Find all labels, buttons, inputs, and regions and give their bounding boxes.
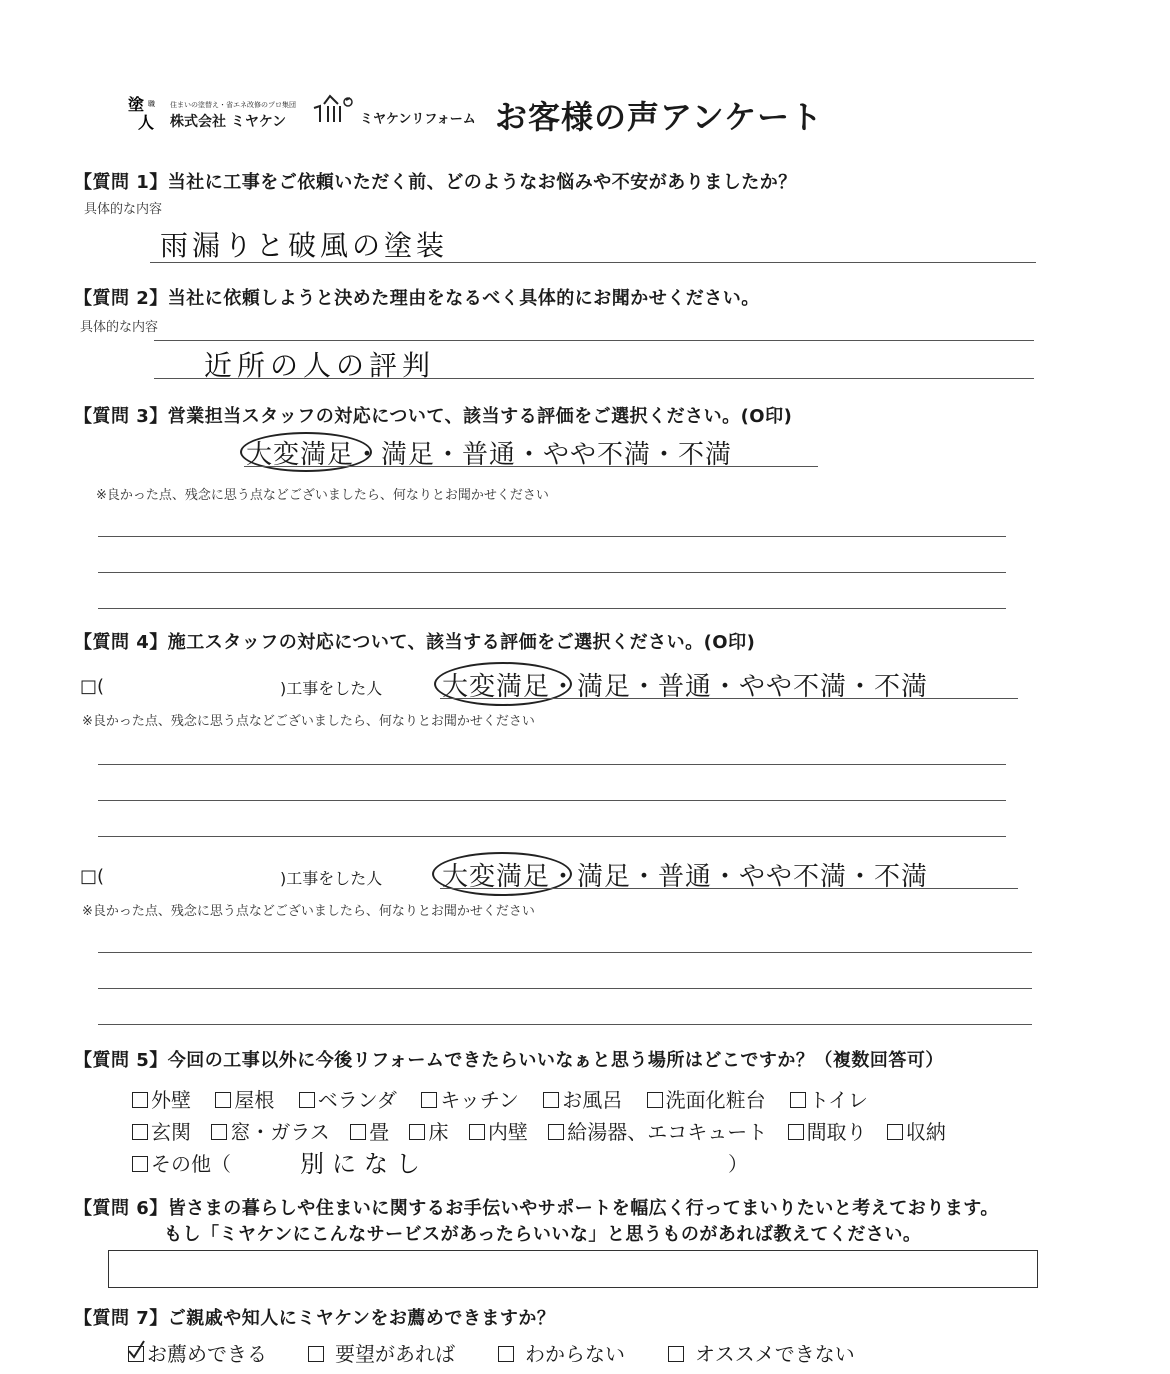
q5-option[interactable]: 間取り	[788, 1120, 867, 1144]
q4-rating-scale-2: 大変満足・満足・普通・やや不満・不満	[442, 862, 929, 892]
q4-comment-line	[98, 1024, 1032, 1025]
q5-other-value[interactable]: 別になし	[300, 1150, 428, 1178]
svg-text:人: 人	[138, 113, 155, 132]
q4-rating-scale-1: 大変満足・満足・普通・やや不満・不満	[442, 672, 929, 702]
q3-comment-prompt: ※良かった点、残念に思う点などございましたら、何なりとお聞かせください	[96, 488, 549, 503]
q5-option[interactable]: ベランダ	[299, 1088, 397, 1112]
q7-question: 【質問 7】ご親戚や知人にミヤケンをお薦めできますか？	[74, 1308, 556, 1329]
q4-staff-name-1[interactable]	[120, 676, 270, 698]
q1-question: 【質問 1】当社に工事をご依頼いただく前、どのようなお悩みや不安がありましたか？	[74, 172, 797, 193]
q2-answer-line	[154, 378, 1034, 379]
q4-comment-line	[98, 800, 1006, 801]
checkbox-icon	[211, 1124, 227, 1140]
q1-answer: 雨漏りと破風の塗装	[160, 229, 449, 262]
q5-other[interactable]: その他（	[132, 1148, 231, 1177]
q4-comment-line	[98, 952, 1032, 953]
checkbox-icon	[790, 1092, 806, 1108]
checkbox-icon	[498, 1346, 514, 1362]
page-title: お客様の声アンケート	[495, 98, 824, 136]
checkbox-icon	[647, 1092, 663, 1108]
checkbox-icon	[548, 1124, 564, 1140]
company-name: 株式会社 ミヤケン	[170, 114, 287, 130]
q5-other-close: ）	[728, 1152, 748, 1176]
q5-option[interactable]: 玄関	[132, 1120, 191, 1144]
q4-rating-underline-1	[440, 698, 1018, 699]
q4-comment-prompt-1: ※良かった点、残念に思う点などございましたら、何なりとお聞かせください	[82, 714, 535, 729]
q4-comment-line	[98, 988, 1032, 989]
checkbox-icon	[421, 1092, 437, 1108]
svg-text:職: 職	[148, 100, 155, 108]
q4-staff-checkbox-1[interactable]	[80, 676, 104, 697]
checkbox-icon	[215, 1092, 231, 1108]
q5-question: 【質問 5】今回の工事以外に今後リフォームできたらいいなぁと思う場所はどこですか？（複数回答可）	[74, 1050, 944, 1071]
q5-option[interactable]: 収納	[887, 1120, 946, 1144]
checkbox-icon	[299, 1092, 315, 1108]
q3-comment-line	[98, 608, 1006, 609]
q5-option[interactable]: 畳	[350, 1120, 389, 1144]
q5-option[interactable]: キッチン	[421, 1088, 519, 1112]
q6-question-line1: 【質問 6】皆さまの暮らしや住まいに関するお手伝いやサポートを幅広く行ってまいりたいと考えております。	[74, 1198, 999, 1219]
miyaken-logo	[124, 92, 162, 132]
q6-question-line2: もし「ミヤケンにこんなサービスがあったらいいな」と思うものがあれば教えてください。	[164, 1224, 922, 1245]
q4-staff-suffix-2: )工事をした人	[280, 869, 383, 888]
checkbox-icon	[543, 1092, 559, 1108]
q4-staff-prefix: □(	[80, 866, 105, 887]
q5-row2	[132, 1116, 946, 1145]
q3-question: 【質問 3】営業担当スタッフの対応について、該当する評価をご選択ください。(O印)	[74, 406, 793, 427]
house-icon	[310, 94, 358, 126]
q3-rating-underline	[244, 466, 818, 467]
q4-staff-suffix-1: )工事をした人	[280, 679, 383, 698]
checkbox-checked-icon	[128, 1346, 144, 1362]
checkbox-icon	[469, 1124, 485, 1140]
q3-comment-line	[98, 572, 1006, 573]
q4-comment-prompt-2: ※良かった点、残念に思う点などございましたら、何なりとお聞かせください	[82, 904, 535, 919]
q4-comment-line	[98, 836, 1006, 837]
q1-detail-label: 具体的な内容	[84, 202, 163, 217]
q7-option-3[interactable]: わからない	[498, 1338, 625, 1367]
company-tagline: 住まいの塗替え・省エネ改修のプロ集団	[170, 101, 296, 109]
checkbox-icon	[308, 1346, 324, 1362]
q1-answer-line	[150, 262, 1036, 263]
q5-option[interactable]: トイレ	[790, 1088, 868, 1112]
q2-answer: 近所の人の評判	[204, 349, 436, 382]
q5-option[interactable]: 給湯器、エコキュート	[548, 1120, 767, 1144]
q7-option-2[interactable]: 要望があれば	[308, 1338, 455, 1367]
checkbox-icon	[409, 1124, 425, 1140]
q5-option[interactable]: 屋根	[215, 1088, 274, 1112]
q4-question: 【質問 4】施工スタッフの対応について、該当する評価をご選択ください。(O印)	[74, 632, 756, 653]
q4-rating-underline-2	[440, 888, 1018, 889]
q3-comment-line	[98, 536, 1006, 537]
q2-top-line	[154, 340, 1034, 341]
q5-option[interactable]: 内壁	[469, 1120, 528, 1144]
svg-text:塗: 塗	[128, 95, 145, 114]
q4-staff-name-2[interactable]	[120, 866, 270, 888]
q4-staff-checkbox-2[interactable]	[80, 866, 104, 887]
q5-option[interactable]: お風呂	[543, 1088, 622, 1112]
q7-option-4[interactable]: オススメできない	[668, 1338, 855, 1367]
q6-answer-box[interactable]	[108, 1250, 1038, 1288]
checkbox-icon	[132, 1156, 148, 1172]
q4-staff-prefix: □(	[80, 676, 105, 697]
q7-option-1[interactable]: お薦めできる	[128, 1338, 267, 1367]
q5-option[interactable]: 窓・ガラス	[211, 1120, 329, 1144]
checkbox-icon	[668, 1346, 684, 1362]
reform-brand: ミヤケンリフォーム	[360, 112, 476, 127]
checkbox-icon	[132, 1124, 148, 1140]
q5-row1	[132, 1084, 868, 1113]
q4-comment-line	[98, 764, 1006, 765]
q5-option[interactable]: 床	[409, 1120, 448, 1144]
q5-option[interactable]: 洗面化粧台	[647, 1088, 766, 1112]
q5-option[interactable]: 外壁	[132, 1088, 191, 1112]
checkbox-icon	[132, 1092, 148, 1108]
q3-rating-scale: 大変満足・満足・普通・やや不満・不満	[246, 440, 733, 470]
checkbox-icon	[887, 1124, 903, 1140]
checkbox-icon	[788, 1124, 804, 1140]
checkbox-icon	[350, 1124, 366, 1140]
q2-detail-label: 具体的な内容	[80, 320, 159, 335]
q2-question: 【質問 2】当社に依頼しようと決めた理由をなるべく具体的にお聞かせください。	[74, 288, 760, 309]
